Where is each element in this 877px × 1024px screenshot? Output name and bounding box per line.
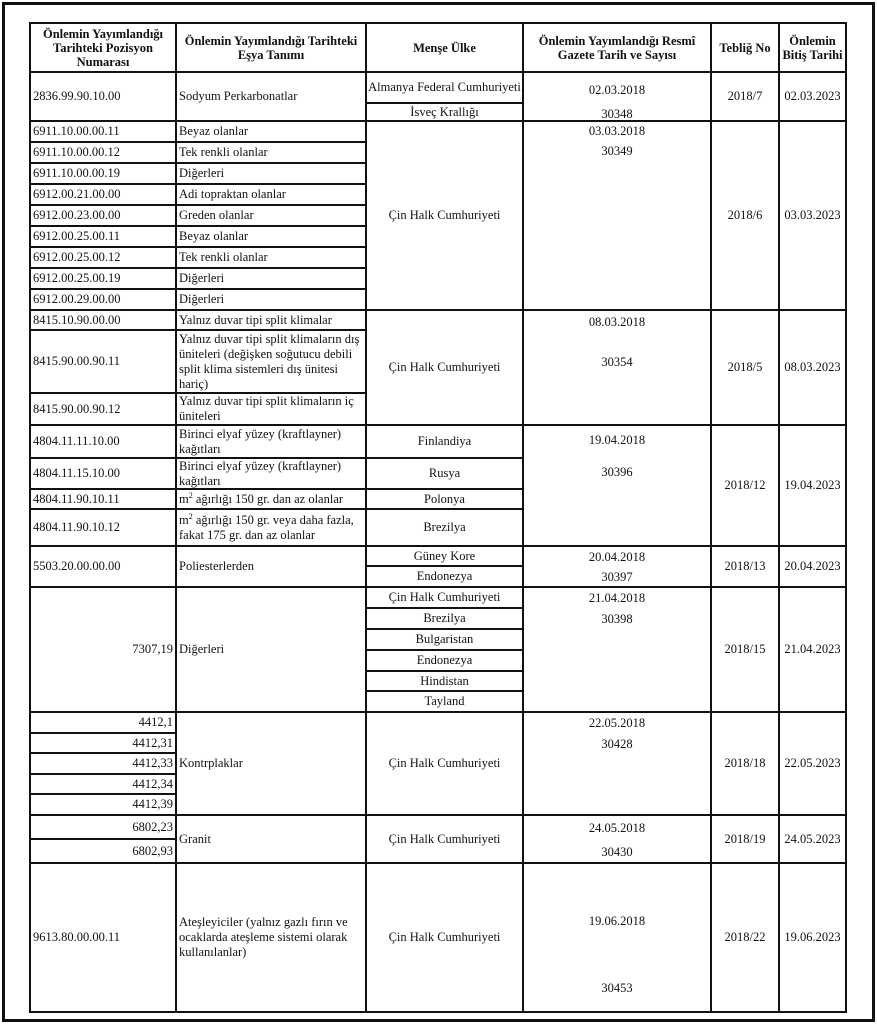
origin-country: Endonezya: [365, 565, 524, 588]
position-code: 4412,31: [29, 732, 177, 754]
origin-country: Çin Halk Cumhuriyeti: [365, 711, 524, 816]
gazette-number: 30430: [601, 845, 633, 859]
gazette-date: 19.06.2018: [588, 914, 646, 928]
goods-description: [175, 246, 367, 269]
origin-country: Çin Halk Cumhuriyeti: [365, 586, 524, 609]
origin-country: Brezilya: [365, 508, 524, 547]
description-text: ağırlığı 150 gr. veya daha fazla, fakat 175 gr. dan az olanlar: [179, 512, 354, 542]
goods-description: [175, 862, 367, 1013]
origin-country: Polonya: [365, 488, 524, 510]
gazette-date: 08.03.2018: [588, 315, 646, 329]
goods-description: [175, 424, 367, 459]
origin-country: Çin Halk Cumhuriyeti: [365, 862, 524, 1013]
goods-description: [175, 814, 367, 864]
position-code: 6912.00.25.00.19: [29, 267, 177, 290]
gazette-date: 03.03.2018: [588, 124, 646, 138]
gazette-cell: [522, 545, 712, 588]
position-code: 4804.11.90.10.12: [29, 508, 177, 547]
teblig-no: 2018/7: [710, 71, 780, 122]
goods-description: [175, 545, 367, 588]
teblig-no: 2018/5: [710, 309, 780, 426]
origin-country: Brezilya: [365, 607, 524, 630]
origin-country: Almanya Federal Cumhuriyeti: [365, 71, 524, 104]
teblig-no: 2018/18: [710, 711, 780, 816]
description-text: Diğerleri: [179, 166, 225, 180]
description-text: Kontrplaklar: [179, 756, 243, 770]
unit-m2: $m^2$: [179, 511, 193, 527]
gazette-cell: [522, 814, 712, 864]
gazette-date: 20.04.2018: [588, 550, 646, 564]
gazette-number: 30428: [601, 737, 633, 751]
position-code: 2836.99.90.10.00: [29, 71, 177, 122]
header-teblig: Tebliğ No: [710, 22, 780, 73]
end-date: 03.03.2023: [778, 120, 847, 311]
goods-description: [175, 711, 367, 816]
position-code: 6912.00.21.00.00: [29, 183, 177, 206]
header-esya: Önlemin Yayımlandığı Tarihteki Eşya Tanımı: [175, 22, 367, 73]
position-code: 6911.10.00.00.12: [29, 141, 177, 164]
origin-country: Bulgaristan: [365, 628, 524, 651]
goods-description: [175, 141, 367, 164]
gazette-number: 30397: [601, 570, 633, 584]
origin-country: Çin Halk Cumhuriyeti: [365, 309, 524, 426]
end-date: 19.04.2023: [778, 424, 847, 547]
position-code: 4804.11.15.10.00: [29, 457, 177, 490]
goods-description: [175, 183, 367, 206]
description-text: Yalnız duvar tipi split klimalar: [179, 312, 332, 327]
gazette-date: 24.05.2018: [588, 821, 646, 835]
description-text: Beyaz olanlar: [179, 229, 249, 243]
end-date: 21.04.2023: [778, 586, 847, 713]
goods-description: [175, 288, 367, 311]
description-text: Adi topraktan olanlar: [179, 187, 286, 201]
teblig-no: 2018/22: [710, 862, 780, 1013]
gazette-date: 22.05.2018: [588, 716, 646, 730]
description-text: Beyaz olanlar: [179, 124, 249, 138]
position-code: 8415.10.90.00.00: [29, 309, 177, 331]
description-text: Birinci elyaf yüzey (kraftlayner) kağıtları: [179, 426, 342, 456]
position-code: 6802,23: [29, 814, 177, 840]
origin-country: İsveç Krallığı: [365, 102, 524, 122]
position-code: 6912.00.25.00.12: [29, 246, 177, 269]
header-pozisyon: Önlemin Yayımlandığı Tarihteki Pozisyon Numarası: [29, 22, 177, 73]
teblig-no: 2018/15: [710, 586, 780, 713]
goods-description: [175, 457, 367, 490]
goods-description: [175, 71, 367, 122]
gazette-cell: [522, 120, 712, 311]
description-text: Yalnız duvar tipi split klimaların dış üniteleri (değişken soğutucu debili split klima sistemleri dış ünitesi hariç): [179, 331, 360, 391]
description-text: Granit: [179, 831, 211, 846]
gazette-date: 21.04.2018: [588, 591, 646, 605]
gazette-date: 19.04.2018: [588, 433, 646, 447]
goods-description: [175, 488, 367, 510]
gazette-cell: [522, 309, 712, 426]
gazette-cell: [522, 711, 712, 816]
gazette-number: 30349: [601, 144, 633, 158]
position-code: 9613.80.00.00.11: [29, 862, 177, 1013]
goods-description: [175, 508, 367, 547]
goods-description: [175, 162, 367, 185]
description-text: Yalnız duvar tipi split klimaların iç üniteleri: [179, 394, 354, 423]
goods-description: [175, 392, 367, 426]
teblig-no: 2018/19: [710, 814, 780, 864]
gazette-number: 30348: [601, 107, 633, 121]
description-text: Tek renkli olanlar: [179, 145, 268, 159]
gazette-cell: [522, 71, 712, 122]
origin-country: Hindistan: [365, 670, 524, 692]
description-text: Diğerleri: [179, 292, 225, 306]
header-gazete: Önlemin Yayımlandığı Resmî Gazete Tarih ve Sayısı: [522, 22, 712, 73]
position-code: 6802,93: [29, 838, 177, 864]
position-code: 6911.10.00.00.11: [29, 120, 177, 143]
gazette-number: 30453: [601, 981, 633, 995]
gazette-cell: [522, 862, 712, 1013]
origin-country: Endonezya: [365, 649, 524, 672]
origin-country: Finlandiya: [365, 424, 524, 459]
header-bitis: Önlemin Bitiş Tarihi: [778, 22, 847, 73]
end-date: 22.05.2023: [778, 711, 847, 816]
origin-country: Çin Halk Cumhuriyeti: [365, 814, 524, 864]
teblig-no: 2018/13: [710, 545, 780, 588]
teblig-no: 2018/6: [710, 120, 780, 311]
description-text: Diğerleri: [179, 642, 225, 656]
description-text: Birinci elyaf yüzey (kraftlayner) kağıtları: [179, 458, 342, 488]
description-text: Sodyum Perkarbonatlar: [179, 89, 298, 103]
position-code: 8415.90.00.90.12: [29, 392, 177, 426]
gazette-cell: [522, 424, 712, 547]
goods-description: [175, 204, 367, 227]
position-code: 4412,34: [29, 773, 177, 795]
position-code: 6912.00.25.00.11: [29, 225, 177, 248]
header-mense: Menşe Ülke: [365, 22, 524, 73]
teblig-no: 2018/12: [710, 424, 780, 547]
origin-country: Rusya: [365, 457, 524, 490]
gazette-number: 30354: [601, 355, 633, 369]
position-code: 4804.11.90.10.11: [29, 488, 177, 510]
goods-description: [175, 120, 367, 143]
goods-description: [175, 309, 367, 331]
description-text: Ateşleyiciler (yalnız gazlı fırın ve ocaklarda ateşleme sistemi olarak kullanılanlar): [179, 915, 348, 959]
position-code: 4804.11.11.10.00: [29, 424, 177, 459]
goods-description: [175, 267, 367, 290]
description-text: Diğerleri: [179, 271, 225, 285]
end-date: 19.06.2023: [778, 862, 847, 1013]
end-date: 08.03.2023: [778, 309, 847, 426]
gazette-cell: [522, 586, 712, 713]
position-code: 6912.00.23.00.00: [29, 204, 177, 227]
description-text: Poliesterlerden: [179, 559, 254, 573]
origin-country: Güney Kore: [365, 545, 524, 567]
description-text: Greden olanlar: [179, 208, 254, 222]
gazette-date: 02.03.2018: [588, 83, 646, 97]
position-code: 4412,33: [29, 752, 177, 775]
end-date: 02.03.2023: [778, 71, 847, 122]
goods-description: [175, 329, 367, 394]
position-code: 6911.10.00.00.19: [29, 162, 177, 185]
position-code: 7307,19: [29, 586, 177, 713]
gazette-number: 30398: [601, 612, 633, 626]
description-text: Tek renkli olanlar: [179, 250, 268, 264]
position-code: 6912.00.29.00.00: [29, 288, 177, 311]
position-code: 8415.90.00.90.11: [29, 329, 177, 394]
end-date: 20.04.2023: [778, 545, 847, 588]
position-code: 4412,39: [29, 793, 177, 816]
gazette-number: 30396: [601, 465, 633, 479]
description-text: ağırlığı 150 gr. dan az olanlar: [192, 491, 344, 506]
goods-description: [175, 586, 367, 713]
end-date: 24.05.2023: [778, 814, 847, 864]
position-code: 5503.20.00.00.00: [29, 545, 177, 588]
unit-m2: $m^2$: [179, 490, 193, 506]
position-code: 4412,1: [29, 711, 177, 734]
origin-country: Çin Halk Cumhuriyeti: [365, 120, 524, 311]
origin-country: Tayland: [365, 690, 524, 713]
goods-description: [175, 225, 367, 248]
